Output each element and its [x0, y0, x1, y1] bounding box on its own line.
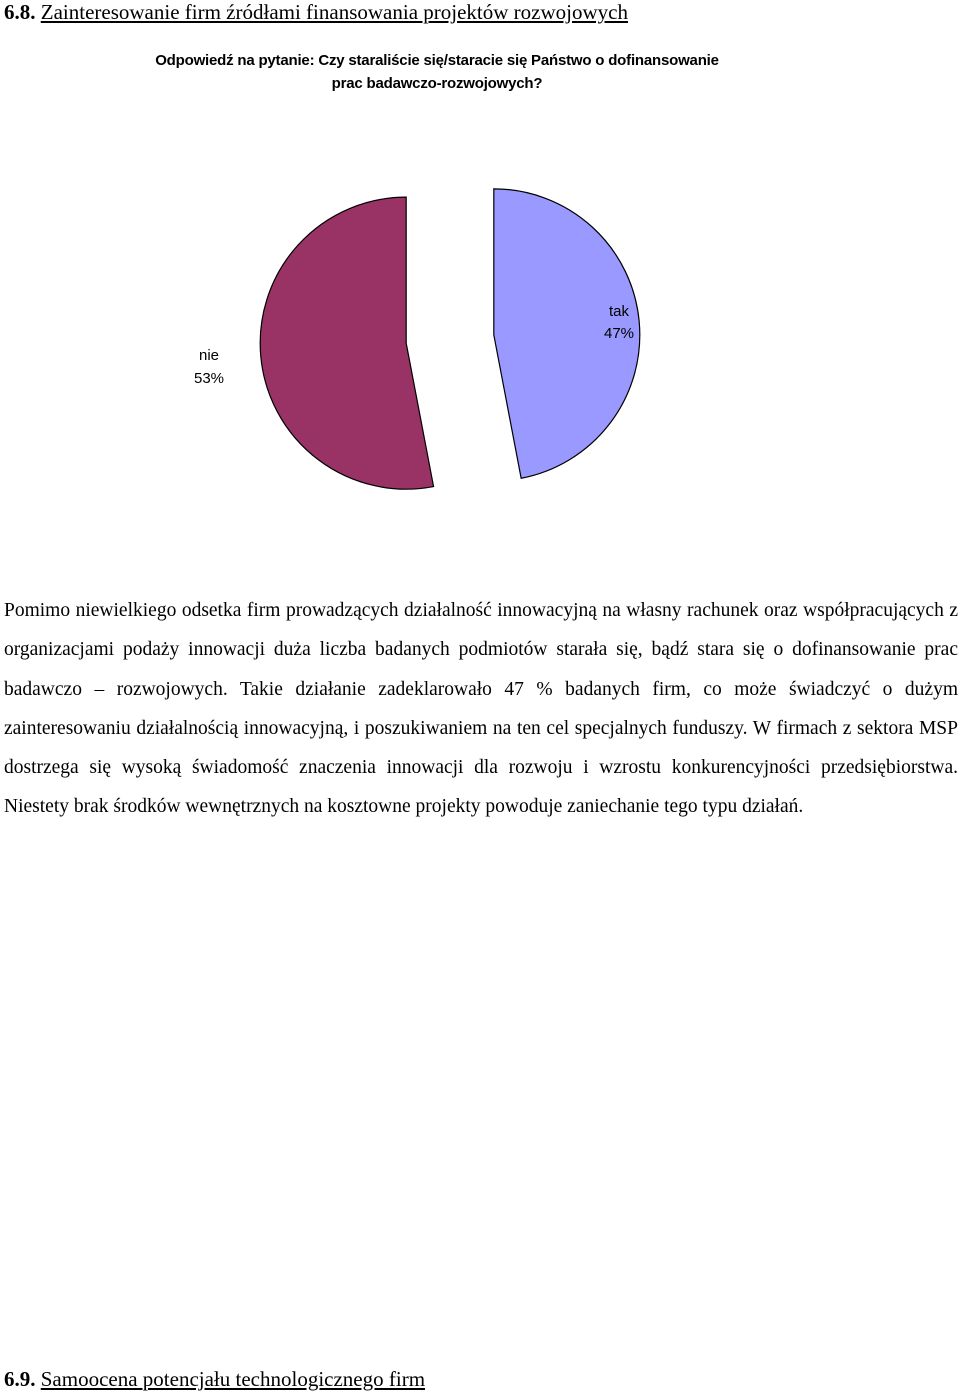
chart-title-line-2: prac badawczo-rozwojowych? [331, 75, 543, 92]
section-title: Zainteresowanie firm źródłami finansowania projektów rozwojowych [40, 0, 628, 24]
pie-label-nie-name: nie [198, 347, 220, 364]
pie-slice-nie [260, 197, 433, 489]
pie-chart [0, 0, 960, 560]
next-section-number: 6.9. [4, 1367, 36, 1391]
next-section-heading [4, 1367, 425, 1391]
pie-label-tak-value: 47% [603, 325, 635, 342]
section-number: 6.8. [4, 0, 36, 24]
body-paragraph: Pomimo niewielkiego odsetka firm prowadzących działalność innowacyjną na własny rachunek oraz współpracujących z organizacjami podaży innowacji duża liczba badanych podmiotów starała się, bądź stara się o dofinansowanie prac badawczo – rozwojowych. Takie działanie zadeklarowało 47 % badanych firm, co może świadczyć o dużym zainteresowaniu działalnością innowacyjną, i poszukiwaniem na ten cel specjalnych funduszy. W firmach z sektora MSP dostrzega się wysoką świadomość znaczenia innowacji dla rozwoju i wzrostu konkurencyjności przedsiębiorstwa. Niestety brak środków wewnętrznych na kosztowne projekty powoduje zaniechanie tego typu działań. [4, 600, 958, 818]
next-section-title: Samoocena potencjału technologicznego firm [40, 1367, 426, 1391]
pie-label-nie-value: 53% [193, 370, 225, 387]
pie-label-tak-name: tak [608, 303, 630, 320]
chart-title-line-1: Odpowiedź na pytanie: Czy staraliście się/staracie się Państwo o dofinansowanie [155, 52, 719, 69]
